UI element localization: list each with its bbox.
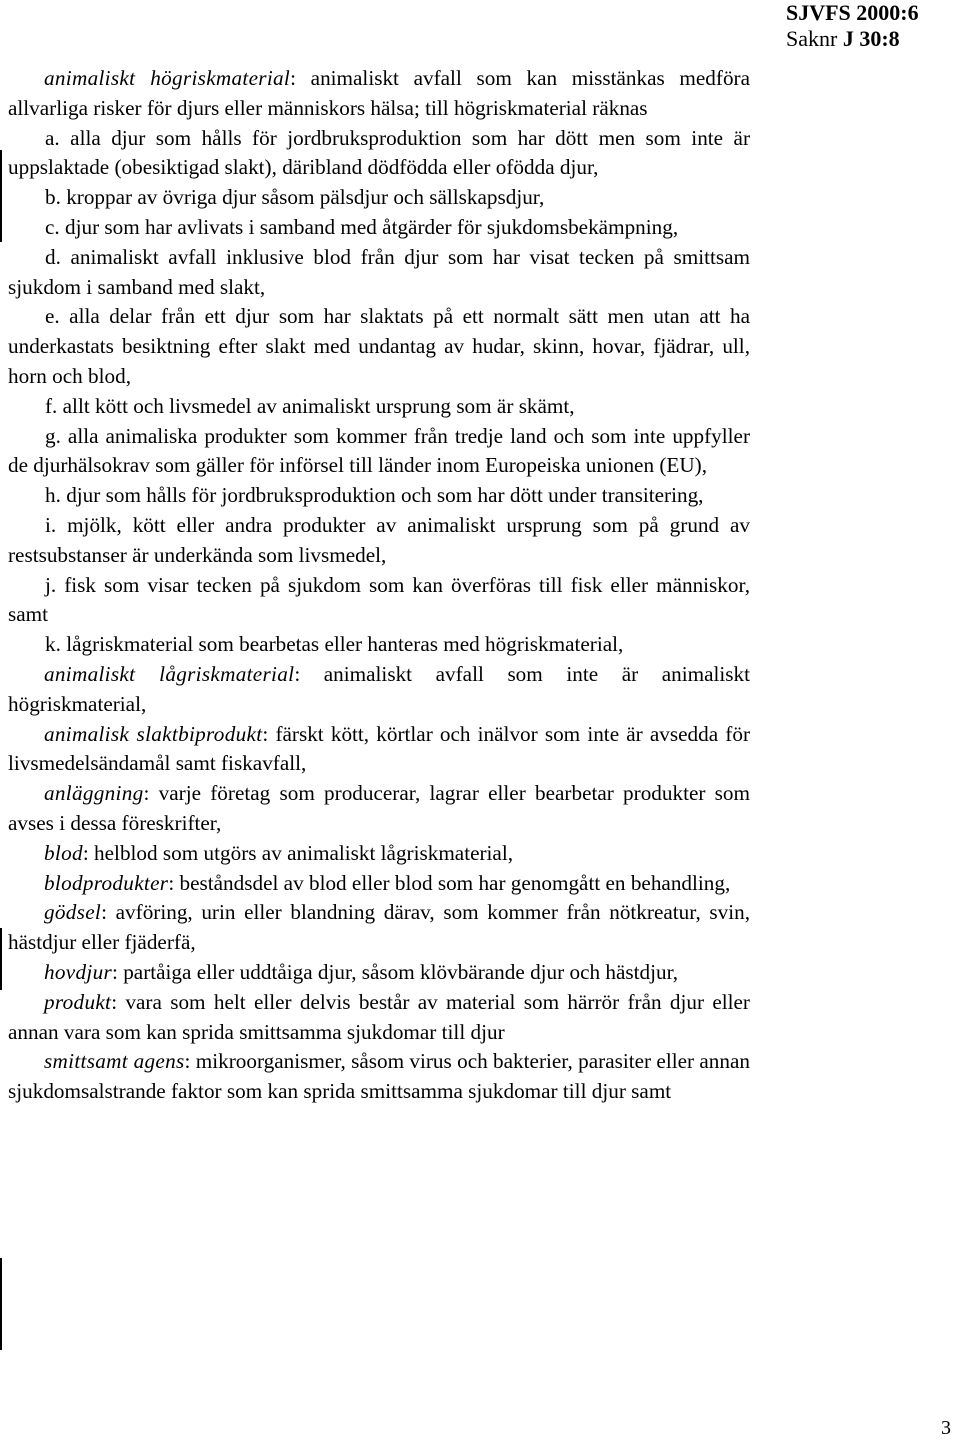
definition-text: : färskt kött, körtlar och inälvor som inte är avsedda för livsmedelsändamål samt fiskavfall, <box>8 721 750 776</box>
definition-paragraph <box>8 958 750 988</box>
list-item: e. alla delar från ett djur som har slaktats på ett normalt sätt men utan att ha underkastats besiktning efter slakt med undantag av hudar, skinn, hovar, fjädrar, ull, horn och blod, <box>8 304 750 388</box>
list-item: f. allt kött och livsmedel av animaliskt ursprung som är skämt, <box>45 393 575 418</box>
change-bar <box>0 1258 2 1350</box>
definition-text: : animaliskt avfall som kan misstänkas medföra allvarliga risker för djurs eller människors hälsa; till högriskmaterial räknas <box>8 66 750 120</box>
saknr-code: J 30:8 <box>842 26 900 51</box>
definition-paragraph <box>8 1047 750 1107</box>
document-body <box>8 64 750 1107</box>
definition-text: : partåiga eller uddtåiga djur, såsom klövbärande djur och hästdjur, <box>112 959 679 984</box>
definition-text: : mikroorganismer, såsom virus och bakterier, parasiter eller annan sjukdomsalstrande faktor som kan sprida smittsamma sjukdomar till djur samt <box>8 1049 750 1104</box>
list-item: c. djur som har avlivats i samband med åtgärder för sjukdomsbekämpning, <box>45 214 679 239</box>
list-item: k. lågriskmaterial som bearbetas eller hanteras med högriskmaterial, <box>45 632 624 657</box>
definition-term: blod <box>44 840 83 865</box>
saknr-prefix: Saknr <box>786 26 838 51</box>
definition-paragraph <box>8 64 750 124</box>
definition-text: : varje företag som producerar, lagrar eller bearbetar produkter som avses i dessa föreskrifter, <box>8 781 750 835</box>
list-item: g. alla animaliska produkter som kommer från tredje land och som inte uppfyller de djurhälsokrav som gäller för införsel till länder inom Europeiska unionen (EU), <box>8 423 750 478</box>
definition-text: : vara som helt eller delvis består av material som härrör från djur eller annan vara som kan sprida smittsamma sjukdomar till djur <box>8 989 750 1044</box>
definition-paragraph <box>8 779 750 839</box>
definition-term: hovdjur <box>44 959 113 984</box>
list-item: b. kroppar av övriga djur såsom pälsdjur och sällskapsdjur, <box>45 185 545 210</box>
definition-text: : helblod som utgörs av animaliskt lågriskmaterial, <box>82 840 514 865</box>
saknr-label <box>786 26 960 52</box>
definition-term: animaliskt lågriskmaterial <box>44 661 295 686</box>
definition-text: : beståndsdel av blod eller blod som har genomgått en behandling, <box>168 870 731 895</box>
definition-paragraph <box>8 869 750 899</box>
definition-term: gödsel <box>44 900 102 925</box>
definition-paragraph <box>8 660 750 720</box>
definition-paragraph <box>8 720 750 780</box>
change-bar <box>0 150 2 242</box>
list-item: a. alla djur som hålls för jordbruksproduktion som har dött men som inte är uppslaktade (obesiktigad slakt), däribland dödfödda eller ofödda djur, <box>8 125 750 180</box>
definition-term: animalisk slaktbiprodukt <box>44 721 263 746</box>
definition-text: : animaliskt avfall som inte är animaliskt högriskmaterial, <box>8 661 750 716</box>
definition-term: produkt <box>44 989 112 1014</box>
page-header <box>786 0 960 52</box>
definition-text: : avföring, urin eller blandning därav, som kommer från nötkreatur, svin, hästdjur eller fjäderfä, <box>8 900 750 955</box>
list-item: i. mjölk, kött eller andra produkter av animaliskt ursprung som på grund av restsubstanser är underkända som livsmedel, <box>8 512 750 567</box>
list-item: d. animaliskt avfall inklusive blod från djur som har visat tecken på smittsam sjukdom i samband med slakt, <box>8 244 750 299</box>
definition-paragraph <box>8 898 750 958</box>
definition-paragraph <box>8 988 750 1048</box>
page-number: 3 <box>941 1417 951 1439</box>
change-bar <box>0 928 2 990</box>
list-item: j. fisk som visar tecken på sjukdom som kan överföras till fisk eller människor, samt <box>8 572 750 627</box>
series-label: SJVFS 2000:6 <box>786 0 919 25</box>
definition-term: blodprodukter <box>44 870 169 895</box>
definition-term: anläggning <box>44 781 144 806</box>
definition-term: smittsamt agens <box>44 1049 185 1074</box>
definition-paragraph <box>8 839 750 869</box>
definition-term: animaliskt högriskmaterial <box>44 66 291 90</box>
list-item: h. djur som hålls för jordbruksproduktion och som har dött under transitering, <box>45 483 704 508</box>
